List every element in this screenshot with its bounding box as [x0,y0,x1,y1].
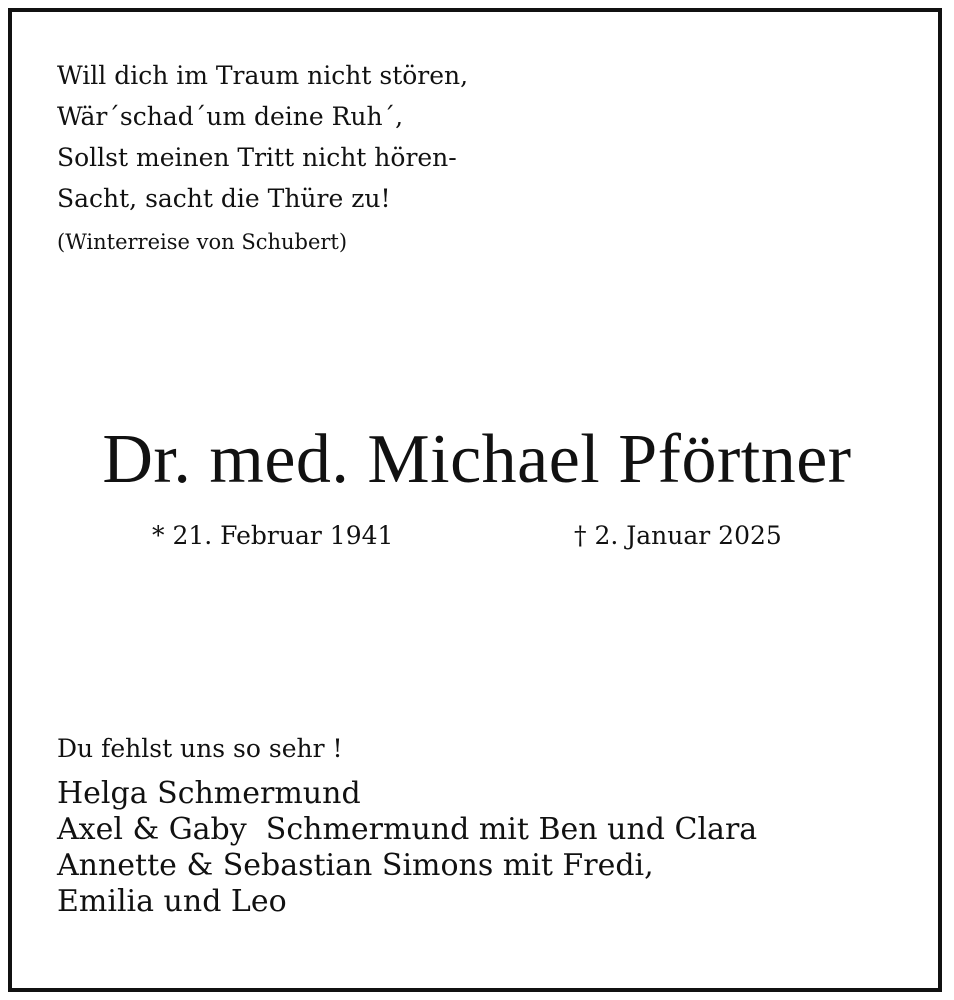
poem-block [57,55,577,257]
birth-date: * 21. Februar 1941 [152,521,394,550]
poem-line: Sollst meinen Tritt nicht hören- [57,143,457,172]
signer-line: Emilia und Leo [57,884,287,919]
deceased-name: Dr. med. Michael Pförtner [102,421,852,498]
signer-line: Axel & Gaby Schmermund mit Ben und Clara [57,812,758,847]
closing-block [57,730,857,920]
poem-source: (Winterreise von Schubert) [57,230,348,254]
poem-line: Will dich im Traum nicht stören, [57,61,469,90]
poem-line: Sacht, sacht die Thüre zu! [57,184,391,213]
signers-list [57,776,857,920]
signer-line: Annette & Sebastian Simons mit Fredi, [57,848,654,883]
poem-line: Wär´schad´um deine Ruh´, [57,102,404,131]
death-date: † 2. Januar 2025 [574,521,782,550]
life-dates [0,518,954,554]
closing-message: Du fehlst uns so sehr ! [57,734,343,763]
signer-line: Helga Schmermund [57,776,361,811]
